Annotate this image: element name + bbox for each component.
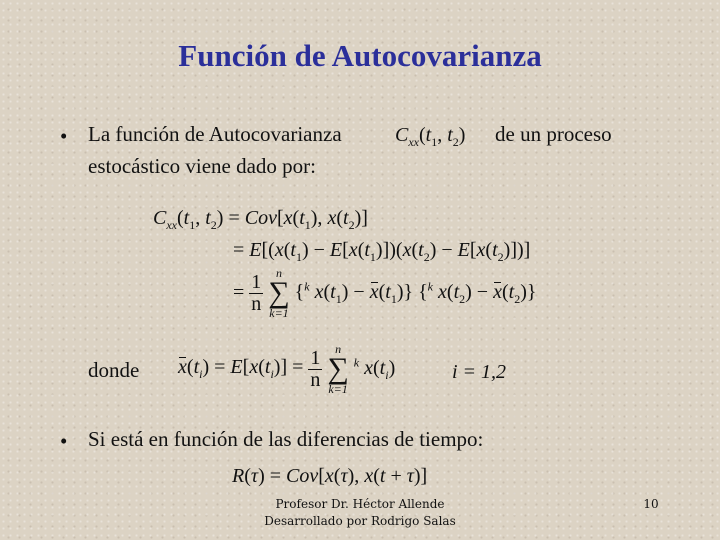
t-symbol: t — [299, 207, 305, 229]
fraction-1-over-n — [308, 348, 322, 391]
fraction-1-over-n — [249, 272, 263, 315]
t-symbol: t — [453, 281, 460, 304]
numerator: 1 — [310, 346, 321, 369]
i-subscript: i — [199, 367, 203, 382]
t-symbol: t — [418, 239, 424, 261]
x-symbol: x — [364, 465, 374, 487]
summation — [327, 342, 349, 397]
x-symbol: x — [402, 239, 412, 261]
index-range-text: i = 1,2 — [452, 361, 507, 383]
t-symbol: t — [193, 356, 200, 379]
tau-symbol: τ — [250, 465, 259, 487]
sub-1: 1 — [369, 250, 376, 264]
t-symbol: t — [364, 239, 370, 261]
c-symbol: C — [153, 207, 167, 229]
sub-2: 2 — [459, 292, 466, 307]
t-symbol: t — [205, 207, 211, 229]
sub-1: 1 — [189, 218, 196, 232]
e-operator: E — [329, 239, 343, 261]
sub-1: 1 — [335, 292, 342, 307]
x-symbol: x — [364, 357, 373, 380]
sub-1: 1 — [304, 218, 311, 232]
t-symbol: t — [425, 124, 432, 146]
equals: = — [228, 207, 240, 229]
equals: = — [233, 239, 245, 261]
t-symbol: t — [492, 239, 498, 261]
sub-2: 2 — [348, 218, 355, 232]
sub-1: 1 — [431, 135, 438, 149]
plus: + — [390, 465, 402, 487]
bullet1-line1-pre: La función de Autocovarianza — [88, 122, 342, 146]
summation — [268, 266, 290, 321]
equals: = — [233, 281, 245, 304]
t-symbol: t — [264, 356, 271, 379]
sub-1: 1 — [295, 250, 302, 264]
r-symbol: R — [232, 465, 245, 487]
denominator: n — [251, 292, 262, 315]
e-operator: E — [457, 239, 470, 261]
i-subscript: i — [270, 367, 274, 382]
equation-line-2: = $E[(x(t_1) - E[x(t_1)])(x(t_2) - E[x(t_2)])]$ — [233, 239, 531, 264]
sub-2: 2 — [452, 135, 459, 149]
sub-1: 1 — [390, 292, 397, 307]
xx-subscript: xx — [166, 218, 177, 232]
tau-symbol: τ — [406, 465, 414, 487]
footer-developer: Desarrollado por Rodrigo Salas — [264, 514, 456, 528]
t-symbol: t — [385, 281, 391, 304]
k-superscript: k — [427, 279, 433, 294]
e-operator: E — [230, 356, 243, 379]
equals: = — [214, 356, 226, 379]
tau-symbol: τ — [340, 465, 348, 487]
sub-2: 2 — [514, 292, 521, 307]
x-symbol: x — [438, 281, 447, 304]
c-symbol: C — [395, 124, 409, 146]
slide-title: Función de Autocovarianza — [178, 38, 542, 73]
equals: = — [292, 356, 304, 379]
sum-upper: n — [275, 266, 282, 280]
e-operator: E — [249, 239, 262, 261]
equation-line-3: = $\frac{1}{n}$ n ∑ k=1 {$^k$ $x(t_1) - x(t_1)$} {$^k$ $x(t_2) - x(t_2)$} — [233, 266, 537, 321]
sum-upper: n — [335, 342, 342, 356]
bullet2-text: Si está en función de las diferencias de tiempo: — [88, 427, 484, 451]
t-symbol: t — [379, 465, 386, 487]
inline-cxx-formula: $C_{xx}(t_1$, $t_2$) — [395, 124, 466, 149]
t-symbol: t — [447, 124, 453, 146]
bullet-dot: • — [60, 429, 68, 453]
mean-definition: $x(t_i) = E[x(t_i)]$ = $\frac{1}{n}$ n ∑ k=1 $^k$ $x(t_i)$ — [178, 342, 396, 397]
comma: , — [437, 124, 443, 146]
r-tau-equation: R(τ) = Cov[x(τ), x(t + τ)] — [232, 465, 428, 487]
x-bar-symbol: x — [493, 281, 502, 304]
x-symbol: x — [327, 207, 337, 229]
sum-symbol: ∑ — [268, 276, 290, 310]
sub-2: 2 — [497, 250, 504, 264]
x-symbol: x — [324, 465, 334, 487]
cov-operator: Cov — [286, 465, 319, 487]
x-symbol: x — [283, 207, 293, 229]
sub-2: 2 — [210, 218, 217, 232]
x-symbol: x — [476, 239, 486, 261]
xx-subscript: xx — [408, 135, 419, 149]
t-symbol: t — [290, 239, 296, 261]
t-symbol: t — [508, 281, 515, 304]
numerator: 1 — [251, 270, 262, 293]
t-symbol: t — [183, 207, 190, 229]
t-symbol: t — [343, 207, 349, 229]
sum-symbol: ∑ — [327, 352, 349, 386]
page-number: 10 — [643, 497, 659, 511]
sum-lower: k=1 — [328, 382, 348, 397]
x-symbol: x — [348, 239, 358, 261]
i-subscript: i — [385, 368, 389, 383]
x-symbol: x — [274, 239, 284, 261]
denominator: n — [310, 368, 321, 391]
x-bar-symbol: x — [369, 281, 379, 304]
equation-line-1: $C_{xx}(t_1$, $t_2) = Cov[x(t_1)$, $x(t_2)$] — [153, 207, 368, 232]
x-symbol: x — [249, 356, 259, 379]
donde-label: donde — [88, 358, 140, 382]
cov-operator: Cov — [244, 207, 277, 229]
sum-lower: k=1 — [269, 306, 289, 321]
k-superscript: k — [304, 279, 310, 294]
equals: = — [269, 465, 282, 487]
sub-2: 2 — [423, 250, 430, 264]
bullet-dot: • — [60, 124, 68, 148]
index-range — [452, 361, 506, 384]
bullet1-line1-post: de un proceso — [495, 122, 612, 146]
x-symbol: x — [314, 281, 324, 304]
footer-author: Profesor Dr. Héctor Allende — [275, 497, 445, 511]
x-bar-symbol: x — [178, 356, 187, 379]
t-symbol: t — [379, 357, 386, 380]
t-symbol: t — [330, 281, 336, 304]
k-superscript: k — [353, 355, 360, 370]
bullet1-line2: estocástico viene dado por: — [88, 154, 317, 178]
